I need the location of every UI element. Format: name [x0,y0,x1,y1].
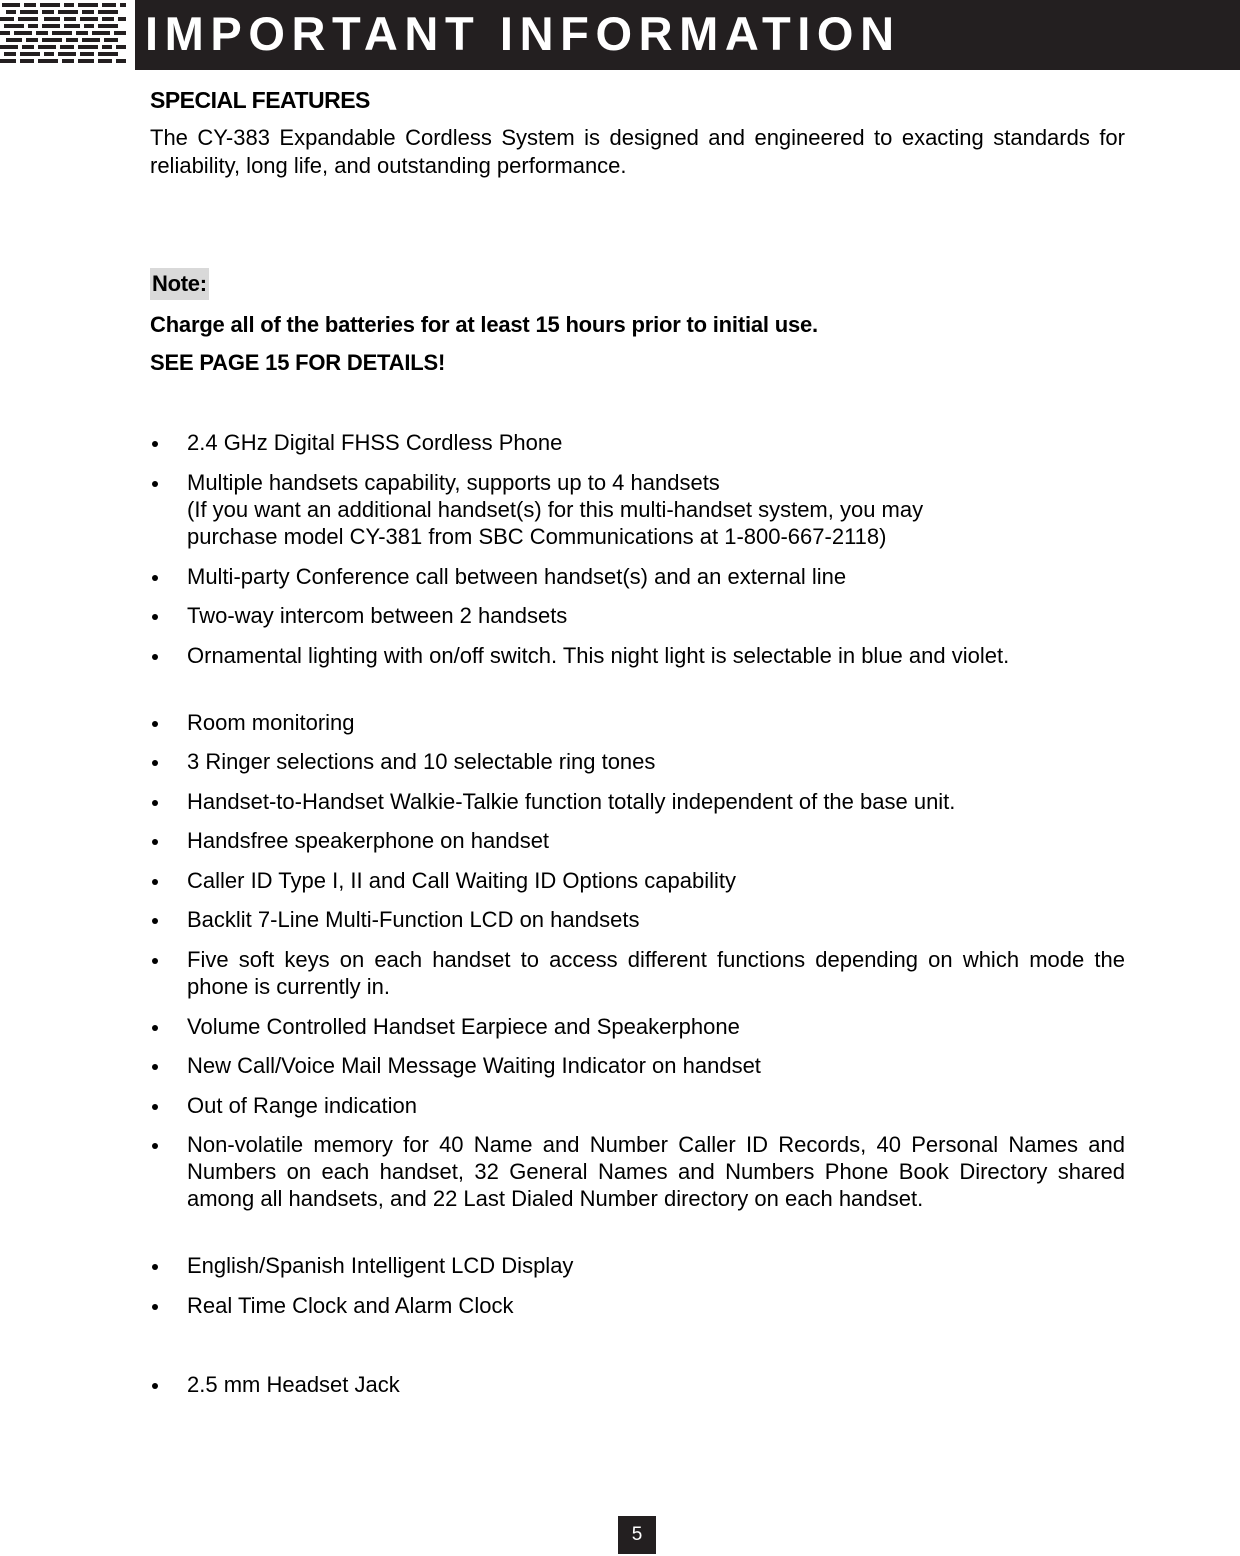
list-item [150,788,1125,815]
list-item [150,867,1125,894]
bullet-icon [150,788,160,816]
list-item [150,1131,1125,1212]
note-see-page-text: SEE PAGE 15 FOR DETAILS! [150,350,446,375]
bullet-icon [150,946,160,974]
bullet-icon [150,1092,160,1120]
bullet-icon [150,563,160,591]
feature-subtext: purchase model CY-381 from SBC Communications at 1-800-667-2118) [187,524,887,549]
header-logo-pattern [0,0,128,70]
list-item [150,1252,1125,1279]
feature-subtext: (If you want an additional handset(s) for this multi-handset system, you may [187,497,924,522]
note-label: Note: [150,268,209,300]
bullet-icon [150,642,160,670]
bullet-icon [150,906,160,934]
note-charge-text: Charge all of the batteries for at least 15 hours prior to initial use. [150,312,818,337]
list-item [150,748,1125,775]
list-item [150,1092,1125,1119]
intro-paragraph: The CY-383 Expandable Cordless System is designed and engineered to exacting standards for reliability, long life, and outstanding performance. [150,125,1125,178]
feature-text: Room monitoring [187,710,355,735]
bullet-icon [150,1131,160,1159]
feature-text: Multi-party Conference call between handset(s) and an external line [187,564,847,589]
list-item [150,709,1125,736]
list-item [150,1052,1125,1079]
bullet-icon [150,1371,160,1399]
bullet-icon [150,748,160,776]
list-item [150,563,1125,590]
list-item [150,1292,1125,1319]
bullet-icon [150,1252,160,1280]
feature-text: Caller ID Type I, II and Call Waiting ID Options capability [187,868,737,893]
bullet-icon [150,827,160,855]
list-item [150,1013,1125,1040]
bullet-icon [150,429,160,457]
list-item [150,429,1125,456]
feature-text: Handsfree speakerphone on handset [187,828,550,853]
list-item [150,946,1125,1000]
feature-text: Five soft keys on each handset to access different functions depending on which mode the phone is currently in. [187,947,1125,999]
feature-text: Out of Range indication [187,1093,417,1118]
feature-text: 3 Ringer selections and 10 selectable ring tones [187,749,656,774]
bullet-icon [150,1013,160,1041]
feature-text: Non-volatile memory for 40 Name and Number Caller ID Records, 40 Personal Names and Numbers on each handset, 32 General Names and Numbers Phone Book Directory shared among all handsets, and 22 Last Dialed Number directory on each handset. [187,1132,1125,1211]
feature-text: Real Time Clock and Alarm Clock [187,1293,514,1318]
list-item [150,1371,1125,1398]
list-item [150,469,1125,550]
bullet-icon [150,469,160,497]
feature-text: 2.5 mm Headset Jack [187,1372,400,1397]
bullet-icon [150,867,160,895]
feature-text: Backlit 7-Line Multi-Function LCD on handsets [187,907,640,932]
list-item [150,906,1125,933]
feature-text: 2.4 GHz Digital FHSS Cordless Phone [187,430,563,455]
bullet-icon [150,1052,160,1080]
feature-text: Ornamental lighting with on/off switch. This night light is selectable in blue and violet. [187,643,1010,668]
header-bar [135,0,1240,70]
page-number: 5 [618,1516,656,1554]
bullet-icon [150,602,160,630]
page-title: IMPORTANT INFORMATION [145,7,901,60]
feature-text: English/Spanish Intelligent LCD Display [187,1253,574,1278]
feature-text: New Call/Voice Mail Message Waiting Indicator on handset [187,1053,761,1078]
section-heading: SPECIAL FEATURES [150,87,370,113]
feature-text: Handset-to-Handset Walkie-Talkie function totally independent of the base unit. [187,789,956,814]
feature-text: Two-way intercom between 2 handsets [187,603,568,628]
list-item [150,827,1125,854]
list-item [150,642,1125,669]
list-item [150,602,1125,629]
feature-text: Multiple handsets capability, supports up to 4 handsets [187,470,720,495]
bullet-icon [150,1292,160,1320]
feature-text: Volume Controlled Handset Earpiece and Speakerphone [187,1014,740,1039]
bullet-icon [150,709,160,737]
